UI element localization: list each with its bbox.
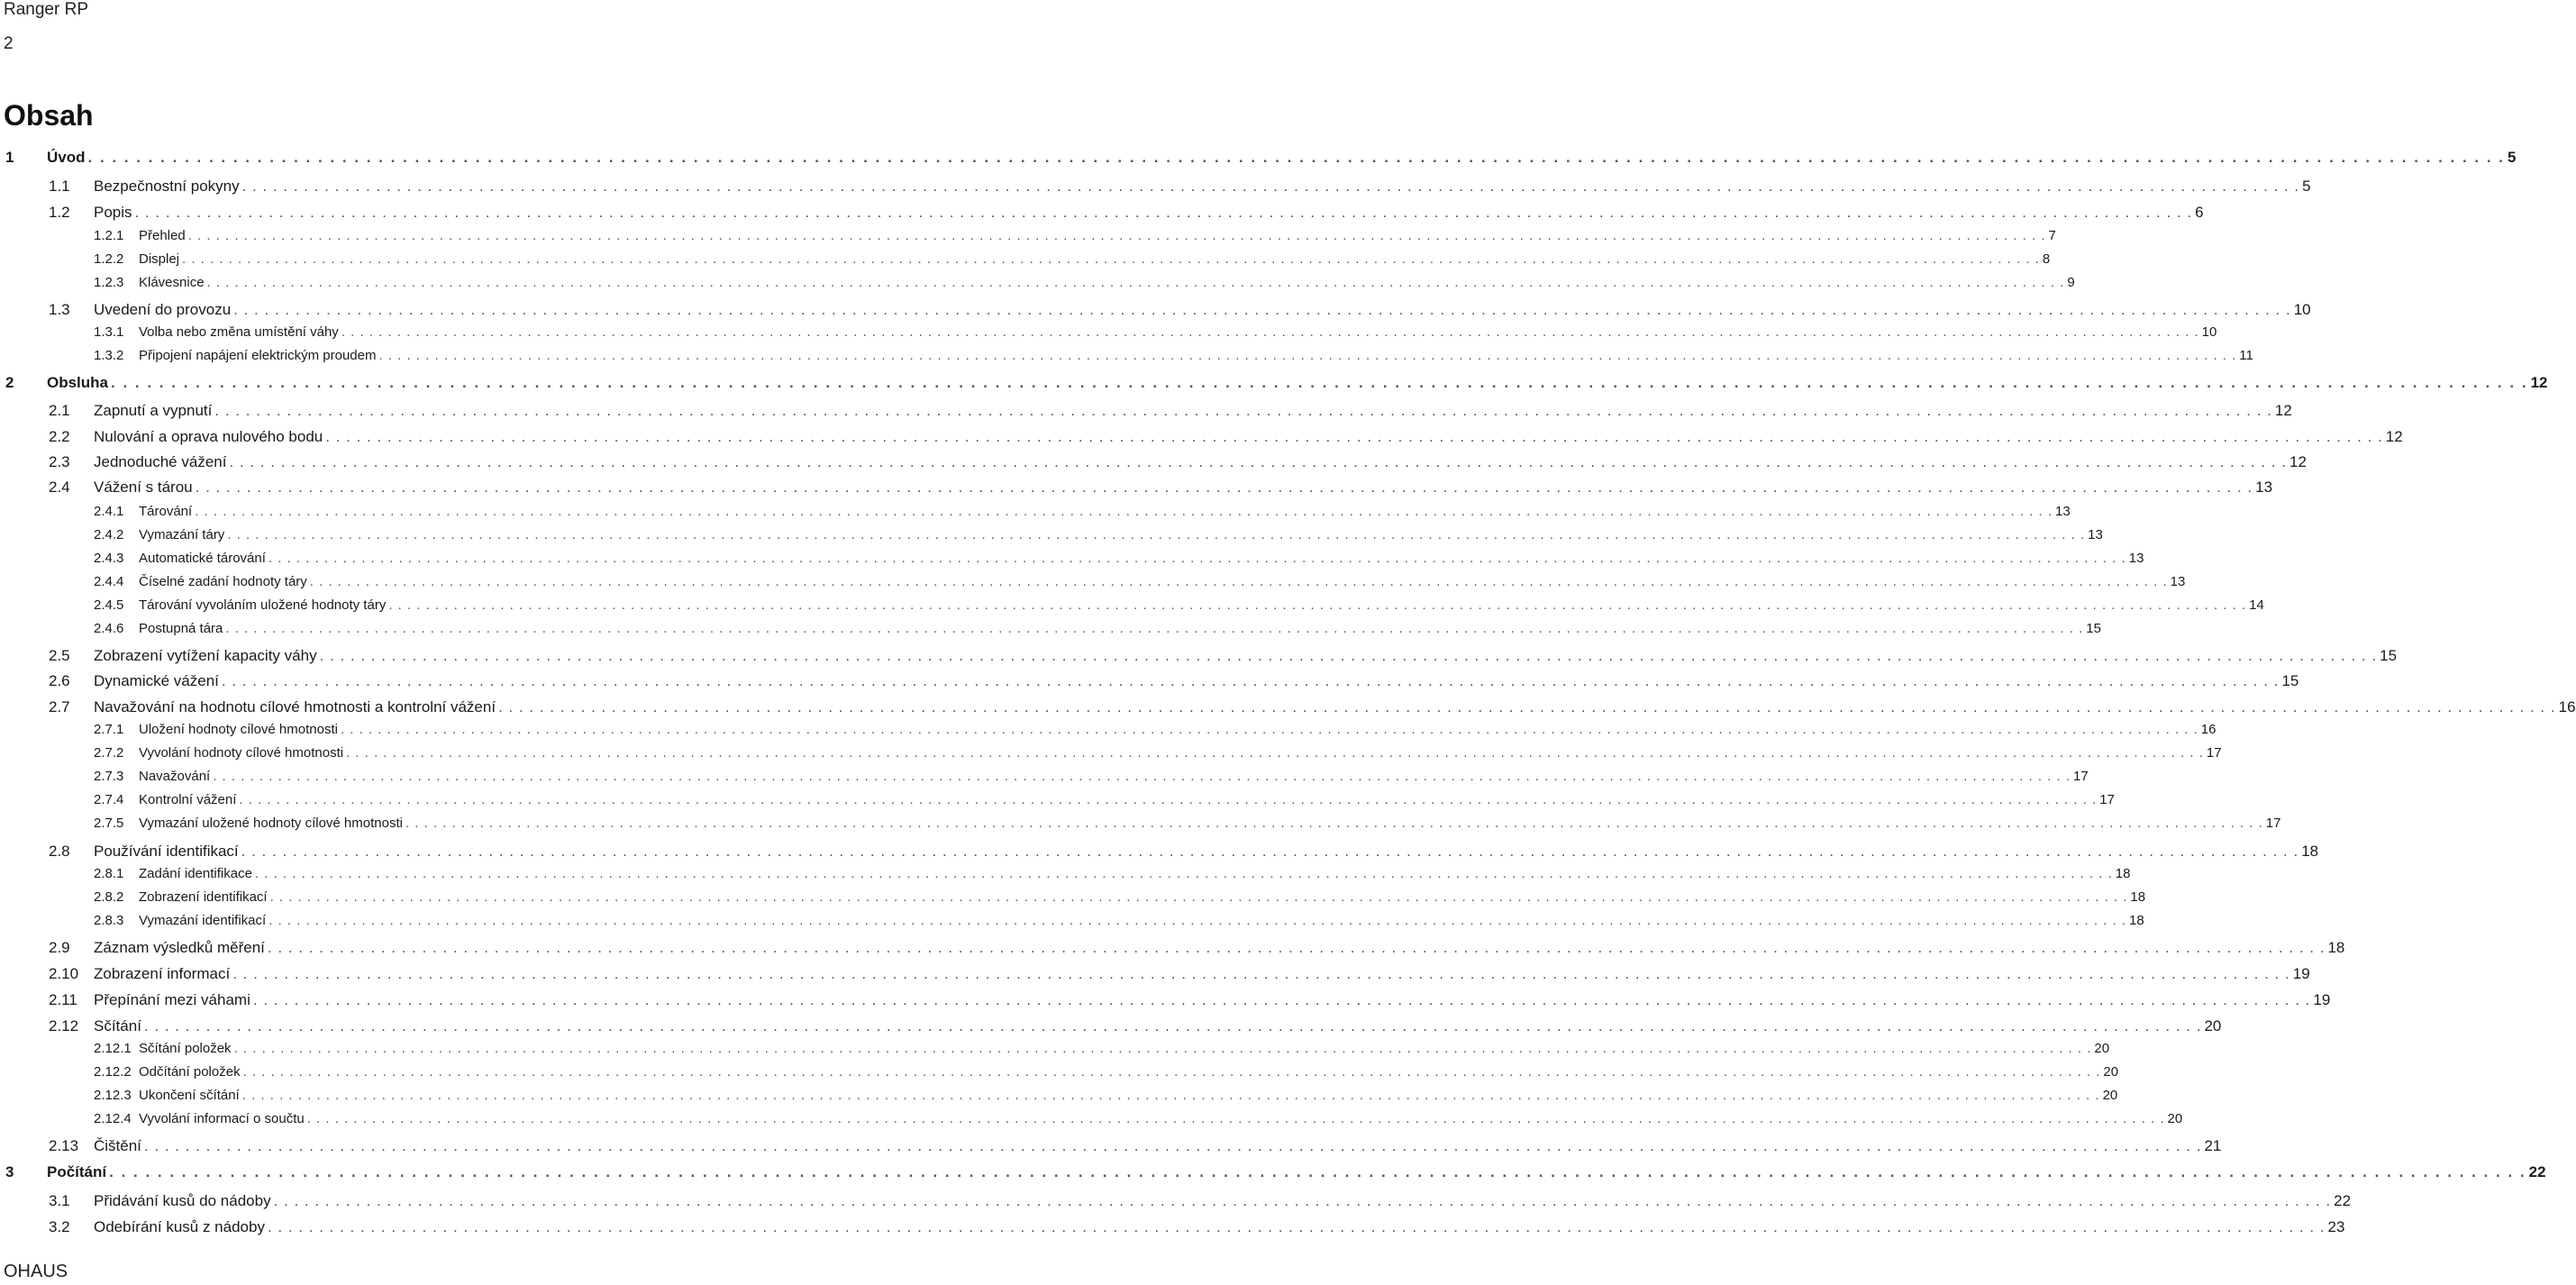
toc-entry-title: Vymazání táry: [139, 527, 225, 542]
toc-entry-line: [139, 1064, 2119, 1080]
toc-entry-number: 2.12.1: [94, 1041, 132, 1056]
toc-entry-title: Používání identifikací: [94, 843, 239, 860]
toc-entry-number: 2.7.3: [94, 769, 124, 784]
dot-leader: . . . . . . . . . . . . . . . . . . . . . . . . . . . . . . . . . . . . . . . . . . . . . . . . . . . . . . . . . . . . . . . . . . . . . . . . . . . . . . . . . . . . . . . . . . . . . . . . . . . . . . . . . . . . . . . . . . . . . . . . . . . . . . . . . . . . . . . . . . . . . . . . . . . . . . . . . . . . . . . . . . . . . . . . . . . . . . . . . . . . . . . . . . . . . . . . . . . . . . . .: [241, 178, 2300, 195]
toc-entry-page: 10: [2201, 324, 2217, 340]
toc-entry-page: 19: [2292, 965, 2310, 982]
toc-entry-page: 10: [2293, 301, 2311, 318]
toc-entry-line: [94, 1017, 2222, 1035]
toc-entry-page: 16: [2558, 698, 2576, 715]
toc-entry-number: 2.8.3: [94, 913, 124, 928]
toc-entry-number: 2.9: [49, 939, 70, 956]
toc-entry-line: [139, 551, 2144, 566]
toc-entry-page: 20: [2204, 1017, 2222, 1034]
toc-entry-page: 20: [2103, 1064, 2119, 1080]
toc-entry-line: [94, 428, 2403, 446]
toc-entry-title: Sčítání: [94, 1017, 141, 1034]
toc-entry-page: 16: [2200, 722, 2216, 737]
toc-entry-line: [139, 324, 2217, 340]
toc-entry-title: Dynamické vážení: [94, 672, 219, 689]
toc-entry-number: 1.1: [49, 178, 70, 195]
toc-entry-line: [139, 816, 2281, 831]
dot-leader: . . . . . . . . . . . . . . . . . . . . . . . . . . . . . . . . . . . . . . . . . . . . . . . . . . . . . . . . . . . . . . . . . . . . . . . . . . . . . . . . . . . . . . . . . . . . . . . . . . . . . . . . . . . . . . . . . . . . . . . . . . . . . . . . . . . . . . . . . . . . . . . . . . . . . . . . . . . . . . . . . . . . . . . . . . . . . . . . . . . . . . . . . . . . . . . . . . . . . . . .: [241, 843, 2299, 860]
dot-leader: . . . . . . . . . . . . . . . . . . . . . . . . . . . . . . . . . . . . . . . . . . . . . . . . . . . . . . . . . . . . . . . . . . . . . . . . . . . . . . . . . . . . . . . . . . . . . . . . . . . . . . . . . . . . . . . . . . . . . . . . . . . . . . . . . . . . . . . . . . . . . . . . . . . . . . . . . . . . . . . . . . . . . . . . . . . . . . . . . . . . . . . . . . . . . . . . . . . . . . . .: [239, 792, 2098, 807]
dot-leader: . . . . . . . . . . . . . . . . . . . . . . . . . . . . . . . . . . . . . . . . . . . . . . . . . . . . . . . . . . . . . . . . . . . . . . . . . . . . . . . . . . . . . . . . . . . . . . . . . . . . . . . . . . . . . . . . . . . . . . . . . . . . . . . . . . . . . . . . . . . . . . . . . . . . . . . . . . . . . . . . . . . . . . . . . . . . . . . . . . . . . . . . . . . . . . . . . . . . . . . .: [232, 965, 2290, 982]
dot-leader: . . . . . . . . . . . . . . . . . . . . . . . . . . . . . . . . . . . . . . . . . . . . . . . . . . . . . . . . . . . . . . . . . . . . . . . . . . . . . . . . . . . . . . . . . . . . . . . . . . . . . . . . . . . . . . . . . . . . . . . . . . . . . . . . . . . . . . . . . . . . . . . . . . . . . . . . . . . . . . . . . . . . . . . . . . . . . . . . . . . . . . . . . . . . . . . . . . . . . . . .: [267, 1218, 2326, 1235]
toc-entry-line: [139, 527, 2103, 542]
dot-leader: . . . . . . . . . . . . . . . . . . . . . . . . . . . . . . . . . . . . . . . . . . . . . . . . . . . . . . . . . . . . . . . . . . . . . . . . . . . . . . . . . . . . . . . . . . . . . . . . . . . . . . . . . . . . . . . . . . . . . . . . . . . . . . . . . . . . . . . . . . . . . . . . . . . . . . . . . . . . . . . . . . . . . . . . . . . . . . . . . . . . . . . . . . . . . . . . . . . . . . . .: [187, 228, 2046, 243]
toc-entry-title: Automatické tárování: [139, 551, 266, 566]
toc-entry-page: 18: [2129, 913, 2144, 928]
dot-leader: . . . . . . . . . . . . . . . . . . . . . . . . . . . . . . . . . . . . . . . . . . . . . . . . . . . . . . . . . . . . . . . . . . . . . . . . . . . . . . . . . . . . . . . . . . . . . . . . . . . . . . . . . . . . . . . . . . . . . . . . . . . . . . . . . . . . . . . . . . . . . . . . . . . . . . . . . . . . . . . . . . . . . . . . . . . . . . . . . . . . . . . . . . . . . . . . . . . . . . . .: [225, 621, 2084, 636]
dot-leader: . . . . . . . . . . . . . . . . . . . . . . . . . . . . . . . . . . . . . . . . . . . . . . . . . . . . . . . . . . . . . . . . . . . . . . . . . . . . . . . . . . . . . . . . . . . . . . . . . . . . . . . . . . . . . . . . . . . . . . . . . . . . . . . . . . . . . . . . . . . . . . . . . . . . . . . . . . . . . . . . . . . . . . . . . . . . . . . . . . . . . . . . . . . . . . . . . . . . . . . .: [378, 348, 2237, 363]
toc-entry-number: 2.6: [49, 672, 70, 689]
toc-entry-line: [94, 1192, 2352, 1210]
dot-leader: . . . . . . . . . . . . . . . . . . . . . . . . . . . . . . . . . . . . . . . . . . . . . . . . . . . . . . . . . . . . . . . . . . . . . . . . . . . . . . . . . . . . . . . . . . . . . . . . . . . . . . . . . . . . . . . . . . . . . . . . . . . . . . . . . . . . . . . . . . . . . . . . . . . . . . . . . . . . . . . . . . . . . . . . . . . . . . . . . . . . . . . . . . . . . . . . . . . . . . . .: [254, 866, 2113, 881]
toc-entry-number: 1.2.2: [94, 251, 124, 267]
toc-entry-line: [139, 1041, 2110, 1056]
dot-leader: . . . . . . . . . . . . . . . . . . . . . . . . . . . . . . . . . . . . . . . . . . . . . . . . . . . . . . . . . . . . . . . . . . . . . . . . . . . . . . . . . . . . . . . . . . . . . . . . . . . . . . . . . . . . . . . . . . . . . . . . . . . . . . . . . . . . . . . . . . . . . . . . . . . . . . . . . . . . . . . . . . . . . . . . . . . . . . . . . . . . . . . . . . . . . . . . . . . . . . . .: [195, 504, 2053, 519]
toc-entry-number: 2.7.1: [94, 722, 124, 737]
toc-entry-line: [139, 228, 2056, 243]
toc-entry-line: [47, 374, 2548, 392]
toc-entry-line: [94, 204, 2204, 222]
toc-entry-title: Vyvolání hodnoty cílové hmotnosti: [139, 745, 344, 761]
toc-entry-number: 2.3: [49, 453, 70, 470]
toc-entry-line: [139, 251, 2051, 267]
toc-entry-page: 5: [2302, 178, 2311, 195]
toc-entry-page: 12: [2530, 374, 2548, 391]
dot-leader: . . . . . . . . . . . . . . . . . . . . . . . . . . . . . . . . . . . . . . . . . . . . . . . . . . . . . . . . . . . . . . . . . . . . . . . . . . . . . . . . . . . . . . . . . . . . . . . . . . . . . . . . . . . . . . . . . . . . . . . . . . . . . . . . . . . . . . . . . . . . . . . . . . . . . . . . . . . . . . . . . . . . . . . . . . . . . . . . . . . . . . . . . . . . . . . . . . . . . . . .: [241, 1088, 2100, 1103]
toc-entry-title: Volba nebo změna umístění váhy: [139, 324, 339, 340]
toc-entry-line: [139, 889, 2146, 905]
toc-entry-title: Obsluha: [47, 374, 109, 391]
toc-entry-title: Navažování: [139, 769, 211, 784]
toc-entry-page: 18: [2115, 866, 2131, 881]
toc-entry-number: 2.8.2: [94, 889, 124, 905]
toc-entry-number: 2.12.2: [94, 1064, 132, 1080]
toc-entry-page: 8: [2042, 251, 2051, 267]
toc-entry-number: 2.13: [49, 1137, 79, 1154]
dot-leader: . . . . . . . . . . . . . . . . . . . . . . . . . . . . . . . . . . . . . . . . . . . . . . . . . . . . . . . . . . . . . . . . . . . . . . . . . . . . . . . . . . . . . . . . . . . . . . . . . . . . . . . . . . . . . . . . . . . . . . . . . . . . . . . . . . . . . . . . . . . . . . . . . . . . . . . . . . . . . . . . . . . . . . . . . . . . . . . . . . . . . . . . . . . . . . . . . . . . . . . .: [242, 1064, 2101, 1080]
dot-leader: . . . . . . . . . . . . . . . . . . . . . . . . . . . . . . . . . . . . . . . . . . . . . . . . . . . . . . . . . . . . . . . . . . . . . . . . . . . . . . . . . . . . . . . . . . . . . . . . . . . . . . . . . . . . . . . . . . . . . . . . . . . . . . . . . . . . . . . . . . . . . . . . . . . . . . . . . . . . . . . . . . . . . . . . . . . . . . . . . . . . . . . . . . . . . . . . . . . . . . . .: [325, 428, 2383, 445]
dot-leader: . . . . . . . . . . . . . . . . . . . . . . . . . . . . . . . . . . . . . . . . . . . . . . . . . . . . . . . . . . . . . . . . . . . . . . . . . . . . . . . . . . . . . . . . . . . . . . . . . . . . . . . . . . . . . . . . . . . . . . . . . . . . . . . . . . . . . . . . . . . . . . . . . . . . . . . . . . . . . . . . . . . . . . . . . . . . . . . . . . . . . . . . . . . . . . . . . . . . . . . .: [340, 722, 2198, 737]
toc-entry-line: [94, 991, 2331, 1009]
toc-entry-page: 17: [2073, 769, 2089, 784]
dot-leader: . . . . . . . . . . . . . . . . . . . . . . . . . . . . . . . . . . . . . . . . . . . . . . . . . . . . . . . . . . . . . . . . . . . . . . . . . . . . . . . . . . . . . . . . . . . . . . . . . . . . . . . . . . . . . . . . . . . . . . . . . . . . . . . . . . . . . . . . . . . . . . . . . . . . . . . . . . . . . . . . . . . . . . . . . . . . . . . . . . . . . . . . . . . . . . . . . . . . . . . .: [221, 672, 2280, 689]
toc-entry-page: 18: [2327, 939, 2345, 956]
toc-entry-number: 1.3.1: [94, 324, 124, 340]
header-page-number: 2: [4, 34, 14, 53]
toc-entry-title: Úvod: [47, 149, 86, 166]
toc-entry-title: Zadání identifikace: [139, 866, 252, 881]
dot-leader: . . . . . . . . . . . . . . . . . . . . . . . . . . . . . . . . . . . . . . . . . . . . . . . . . . . . . . . . . . . . . . . . . . . . . . . . . . . . . . . . . . . . . . . . . . . . . . . . . . . . . . . . . . . . . . . . . . . . . . . . . . . . . . . . . . . . . . . . . . . . . . . . . . . . . . . . . . . . . . . . . . . . . . . . . . . . . . . . . . . . . . . . . . . . . . . . . . . . . . . .: [346, 745, 2204, 761]
toc-entry-title: Vážení s tárou: [94, 478, 193, 496]
toc-entry-page: 5: [2508, 149, 2517, 166]
toc-entry-number: 2.8: [49, 843, 70, 860]
toc-entry-page: 23: [2327, 1218, 2345, 1235]
toc-entry-page: 17: [2206, 745, 2222, 761]
toc-entry-title: Displej: [139, 251, 180, 267]
toc-entry-number: 2.4.3: [94, 551, 124, 566]
toc-entry-page: 20: [2167, 1111, 2183, 1126]
toc-entry-line: [139, 913, 2144, 928]
dot-leader: . . . . . . . . . . . . . . . . . . . . . . . . . . . . . . . . . . . . . . . . . . . . . . . . . . . . . . . . . . . . . . . . . . . . . . . . . . . . . . . . . . . . . . . . . . . . . . . . . . . . . . . . . . . . . . . . . . . . . . . . . . . . . . . . . . . . . . . . . . . . . . . . . . . . . . . . . . . . . . . . . . . . . . . . . . . . . . . . . . . . . . . . . . . . . . . . . . . . . . . .: [233, 301, 2291, 318]
toc-entry-line: [94, 1218, 2345, 1236]
header-brand: Ranger RP: [4, 0, 88, 19]
toc-entry-title: Nulování a oprava nulového bodu: [94, 428, 323, 445]
toc-entry-line: [139, 722, 2216, 737]
toc-entry-number: 1.3.2: [94, 348, 124, 363]
dot-leader: . . . . . . . . . . . . . . . . . . . . . . . . . . . . . . . . . . . . . . . . . . . . . . . . . . . . . . . . . . . . . . . . . . . . . . . . . . . . . . . . . . . . . . . . . . . . . . . . . . . . . . . . . . . . . . . . . . . . . . . . . . . . . . . . . . . . . . . . . . . . . . . . . . . . . . . . . . . . . . . . . . . . . . . . . . . . . . . . . . . . . . . . . . . . . . . . . . . . . . . .: [111, 374, 2528, 391]
toc-entry-line: [139, 574, 2186, 589]
toc-entry-title: Jednoduché vážení: [94, 453, 227, 470]
toc-entry-title: Klávesnice: [139, 275, 205, 290]
toc-entry-title: Záznam výsledků měření: [94, 939, 265, 956]
toc-entry-title: Zapnutí a vypnutí: [94, 402, 213, 419]
toc-entry-page: 15: [2281, 672, 2299, 689]
toc-entry-title: Odčítání položek: [139, 1064, 241, 1080]
toc-entry-page: 7: [2048, 228, 2056, 243]
toc-entry-number: 2.10: [49, 965, 79, 982]
toc-entry-number: 1.2: [49, 204, 70, 221]
dot-leader: . . . . . . . . . . . . . . . . . . . . . . . . . . . . . . . . . . . . . . . . . . . . . . . . . . . . . . . . . . . . . . . . . . . . . . . . . . . . . . . . . . . . . . . . . . . . . . . . . . . . . . . . . . . . . . . . . . . . . . . . . . . . . . . . . . . . . . . . . . . . . . . . . . . . . . . . . . . . . . . . . . . . . . . . . . . . . . . . . . . . . . . . . . . . . . . . . . . . . . . .: [268, 551, 2126, 566]
toc-entry-line: [139, 275, 2075, 290]
toc-entry-title: Přehled: [139, 228, 186, 243]
toc-entry-page: 19: [2313, 991, 2331, 1008]
dot-leader: . . . . . . . . . . . . . . . . . . . . . . . . . . . . . . . . . . . . . . . . . . . . . . . . . . . . . . . . . . . . . . . . . . . . . . . . . . . . . . . . . . . . . . . . . . . . . . . . . . . . . . . . . . . . . . . . . . . . . . . . . . . . . . . . . . . . . . . . . . . . . . . . . . . . . . . . . . . . . . . . . . . . . . . . . . . . . . . . . . . . . . . . . . . . . . . . . . . . . . . .: [269, 913, 2127, 928]
toc-entry-title: Čištění: [94, 1137, 141, 1154]
toc-entry-number: 2.4.6: [94, 621, 124, 636]
toc-entry-line: [94, 301, 2311, 319]
toc-entry-line: [139, 597, 2264, 613]
toc-entry-line: [139, 866, 2131, 881]
page-title: Obsah: [4, 99, 94, 132]
toc-entry-line: [139, 1111, 2183, 1126]
dot-leader: . . . . . . . . . . . . . . . . . . . . . . . . . . . . . . . . . . . . . . . . . . . . . . . . . . . . . . . . . . . . . . . . . . . . . . . . . . . . . . . . . . . . . . . . . . . . . . . . . . . . . . . . . . . . . . . . . . . . . . . . . . . . . . . . . . . . . . . . . . . . . . . . . . . . . . . . . . . . . . . . . . . . . . . . . . . . . . . . . . . . . . . . . . . . . . . . . . . . . . . .: [143, 1137, 2202, 1154]
dot-leader: . . . . . . . . . . . . . . . . . . . . . . . . . . . . . . . . . . . . . . . . . . . . . . . . . . . . . . . . . . . . . . . . . . . . . . . . . . . . . . . . . . . . . . . . . . . . . . . . . . . . . . . . . . . . . . . . . . . . . . . . . . . . . . . . . . . . . . . . . . . . . . . . . . . . . . . . . . . . . . . . . . . . . . . . . . . . . . . . . . . . . . . . . . . . . . . . . . . . . . . .: [252, 991, 2311, 1008]
toc-entry-number: 2.1: [49, 402, 70, 419]
dot-leader: . . . . . . . . . . . . . . . . . . . . . . . . . . . . . . . . . . . . . . . . . . . . . . . . . . . . . . . . . . . . . . . . . . . . . . . . . . . . . . . . . . . . . . . . . . . . . . . . . . . . . . . . . . . . . . . . . . . . . . . . . . . . . . . . . . . . . . . . . . . . . . . . . . . . . . . . . . . . . . . . . . . . . . . . . . . . . . . . . . . . . . . . . . . . . . . . . . . . . . . .: [341, 324, 2199, 340]
dot-leader: . . . . . . . . . . . . . . . . . . . . . . . . . . . . . . . . . . . . . . . . . . . . . . . . . . . . . . . . . . . . . . . . . . . . . . . . . . . . . . . . . . . . . . . . . . . . . . . . . . . . . . . . . . . . . . . . . . . . . . . . . . . . . . . . . . . . . . . . . . . . . . . . . . . . . . . . . . . . . . . . . . . . . . . . . . . . . . . . . . . . . . . . . . . . . . . . . . . . . . . .: [267, 939, 2326, 956]
toc-entry-page: 13: [2170, 574, 2186, 589]
toc-entry-number: 2.7: [49, 698, 70, 715]
toc-entry-line: [139, 348, 2253, 363]
toc-entry-number: 2.4.1: [94, 504, 124, 519]
toc-entry-line: [139, 621, 2101, 636]
toc-entry-title: Navažování na hodnotu cílové hmotnosti a kontrolní vážení: [94, 698, 496, 715]
toc-entry-number: 1.3: [49, 301, 70, 318]
toc-entry-page: 18: [2301, 843, 2319, 860]
toc-entry-line: [94, 672, 2299, 690]
toc-entry-number: 2.8.1: [94, 866, 124, 881]
dot-leader: . . . . . . . . . . . . . . . . . . . . . . . . . . . . . . . . . . . . . . . . . . . . . . . . . . . . . . . . . . . . . . . . . . . . . . . . . . . . . . . . . . . . . . . . . . . . . . . . . . . . . . . . . . . . . . . . . . . . . . . . . . . . . . . . . . . . . . . . . . . . . . . . . . . . . . . . . . . . . . . . . . . . . . . . . . . . . . . . . . . . . . . . . . . . . . . . . . . . . . . .: [273, 1192, 2332, 1209]
toc-entry-line: [94, 478, 2273, 497]
toc-entry-line: [94, 402, 2292, 420]
toc-entry-line: [47, 1163, 2546, 1181]
dot-leader: . . . . . . . . . . . . . . . . . . . . . . . . . . . . . . . . . . . . . . . . . . . . . . . . . . . . . . . . . . . . . . . . . . . . . . . . . . . . . . . . . . . . . . . . . . . . . . . . . . . . . . . . . . . . . . . . . . . . . . . . . . . . . . . . . . . . . . . . . . . . . . . . . . . . . . . . . . . . . . . . . . . . . . . . . . . . . . . . . . . . . . . . . . . . . . . . . . . . . . . .: [109, 1163, 2526, 1180]
dot-leader: . . . . . . . . . . . . . . . . . . . . . . . . . . . . . . . . . . . . . . . . . . . . . . . . . . . . . . . . . . . . . . . . . . . . . . . . . . . . . . . . . . . . . . . . . . . . . . . . . . . . . . . . . . . . . . . . . . . . . . . . . . . . . . . . . . . . . . . . . . . . . . . . . . . . . . . . . . . . . . . . . . . . . . . . . . . . . . . . . . . . . . . . . . . . . . . . . . . . . . . .: [229, 453, 2287, 470]
dot-leader: . . . . . . . . . . . . . . . . . . . . . . . . . . . . . . . . . . . . . . . . . . . . . . . . . . . . . . . . . . . . . . . . . . . . . . . . . . . . . . . . . . . . . . . . . . . . . . . . . . . . . . . . . . . . . . . . . . . . . . . . . . . . . . . . . . . . . . . . . . . . . . . . . . . . . . . . . . . . . . . . . . . . . . . . . . . . . . . . . . . . . . . . . . . . . . . . . . . . . . . .: [87, 149, 2506, 166]
toc-entry-title: Kontrolní vážení: [139, 792, 237, 807]
dot-leader: . . . . . . . . . . . . . . . . . . . . . . . . . . . . . . . . . . . . . . . . . . . . . . . . . . . . . . . . . . . . . . . . . . . . . . . . . . . . . . . . . . . . . . . . . . . . . . . . . . . . . . . . . . . . . . . . . . . . . . . . . . . . . . . . . . . . . . . . . . . . . . . . . . . . . . . . . . . . . . . . . . . . . . . . . . . . . . . . . . . . . . . . . . . . . . . . . . . . . . . .: [227, 527, 2086, 542]
dot-leader: . . . . . . . . . . . . . . . . . . . . . . . . . . . . . . . . . . . . . . . . . . . . . . . . . . . . . . . . . . . . . . . . . . . . . . . . . . . . . . . . . . . . . . . . . . . . . . . . . . . . . . . . . . . . . . . . . . . . . . . . . . . . . . . . . . . . . . . . . . . . . . . . . . . . . . . . . . . . . . . . . . . . . . . . . . . . . . . . . . . . . . . . . . . . . . . . . . . . . . . .: [195, 478, 2253, 496]
toc-entry-page: 9: [2067, 275, 2075, 290]
toc-entry-title: Uložení hodnoty cílové hmotnosti: [139, 722, 338, 737]
toc-entry-page: 13: [2055, 504, 2071, 519]
toc-entry-title: Číselné zadání hodnoty táry: [139, 574, 307, 589]
toc-entry-title: Vymazání identifikací: [139, 913, 267, 928]
toc-entry-number: 2.5: [49, 647, 70, 664]
toc-entry-page: 13: [2128, 551, 2144, 566]
toc-entry-page: 11: [2239, 348, 2253, 363]
toc-entry-page: 12: [2385, 428, 2403, 445]
toc-entry-number: 1: [5, 149, 14, 166]
toc-entry-page: 13: [2088, 527, 2103, 542]
toc-entry-number: 2.12.3: [94, 1088, 132, 1103]
dot-leader: . . . . . . . . . . . . . . . . . . . . . . . . . . . . . . . . . . . . . . . . . . . . . . . . . . . . . . . . . . . . . . . . . . . . . . . . . . . . . . . . . . . . . . . . . . . . . . . . . . . . . . . . . . . . . . . . . . . . . . . . . . . . . . . . . . . . . . . . . . . . . . . . . . . . . . . . . . . . . . . . . . . . . . . . . . . . . . . . . . . . . . . . . . . . . . . . . . . . . . . .: [182, 251, 2040, 267]
toc-entry-number: 1.2.1: [94, 228, 124, 243]
toc-entry-number: 2.11: [49, 991, 77, 1008]
toc-entry-title: Bezpečnostní pokyny: [94, 178, 240, 195]
toc-entry-title: Připojení napájení elektrickým proudem: [139, 348, 377, 363]
toc-entry-line: [139, 792, 2115, 807]
footer-brand: OHAUS: [4, 1262, 68, 1281]
toc-entry-title: Zobrazení vytížení kapacity váhy: [94, 647, 317, 664]
dot-leader: . . . . . . . . . . . . . . . . . . . . . . . . . . . . . . . . . . . . . . . . . . . . . . . . . . . . . . . . . . . . . . . . . . . . . . . . . . . . . . . . . . . . . . . . . . . . . . . . . . . . . . . . . . . . . . . . . . . . . . . . . . . . . . . . . . . . . . . . . . . . . . . . . . . . . . . . . . . . . . . . . . . . . . . . . . . . . . . . . . . . . . . . . . . . . . . . . . . . . . . .: [233, 1041, 2092, 1056]
dot-leader: . . . . . . . . . . . . . . . . . . . . . . . . . . . . . . . . . . . . . . . . . . . . . . . . . . . . . . . . . . . . . . . . . . . . . . . . . . . . . . . . . . . . . . . . . . . . . . . . . . . . . . . . . . . . . . . . . . . . . . . . . . . . . . . . . . . . . . . . . . . . . . . . . . . . . . . . . . . . . . . . . . . . . . . . . . . . . . . . . . . . . . . . . . . . . . . . . . . . . . . .: [213, 769, 2071, 784]
toc-entry-page: 13: [2255, 478, 2273, 496]
toc-entry-page: 6: [2195, 204, 2204, 221]
toc-entry-title: Vymazání uložené hodnoty cílové hmotnosti: [139, 816, 403, 831]
toc-entry-title: Počítání: [47, 1163, 107, 1180]
toc-entry-number: 3.2: [49, 1218, 70, 1235]
dot-leader: . . . . . . . . . . . . . . . . . . . . . . . . . . . . . . . . . . . . . . . . . . . . . . . . . . . . . . . . . . . . . . . . . . . . . . . . . . . . . . . . . . . . . . . . . . . . . . . . . . . . . . . . . . . . . . . . . . . . . . . . . . . . . . . . . . . . . . . . . . . . . . . . . . . . . . . . . . . . . . . . . . . . . . . . . . . . . . . . . . . . . . . . . . . . . . . . . . . . . . . .: [388, 597, 2247, 613]
toc-entry-title: Přidávání kusů do nádoby: [94, 1192, 271, 1209]
toc-entry-page: 17: [2099, 792, 2115, 807]
toc-entry-title: Postupná tára: [139, 621, 223, 636]
dot-leader: . . . . . . . . . . . . . . . . . . . . . . . . . . . . . . . . . . . . . . . . . . . . . . . . . . . . . . . . . . . . . . . . . . . . . . . . . . . . . . . . . . . . . . . . . . . . . . . . . . . . . . . . . . . . . . . . . . . . . . . . . . . . . . . . . . . . . . . . . . . . . . . . . . . . . . . . . . . . . . . . . . . . . . . . . . . . . . . . . . . . . . . . . . . . . . . . . . . . . . . .: [498, 698, 2556, 715]
toc-entry-number: 2.4.2: [94, 527, 124, 542]
dot-leader: . . . . . . . . . . . . . . . . . . . . . . . . . . . . . . . . . . . . . . . . . . . . . . . . . . . . . . . . . . . . . . . . . . . . . . . . . . . . . . . . . . . . . . . . . . . . . . . . . . . . . . . . . . . . . . . . . . . . . . . . . . . . . . . . . . . . . . . . . . . . . . . . . . . . . . . . . . . . . . . . . . . . . . . . . . . . . . . . . . . . . . . . . . . . . . . . . . . . . . . .: [206, 275, 2065, 290]
toc-entry-number: 2.12: [49, 1017, 79, 1034]
toc-entry-line: [94, 965, 2310, 983]
toc-entry-line: [139, 745, 2222, 761]
toc-entry-title: Zobrazení informací: [94, 965, 231, 982]
toc-entry-line: [94, 939, 2345, 957]
toc-entry-number: 2.4: [49, 478, 70, 496]
toc-entry-title: Přepínání mezi váhami: [94, 991, 250, 1008]
toc-entry-number: 2.2: [49, 428, 70, 445]
dot-leader: . . . . . . . . . . . . . . . . . . . . . . . . . . . . . . . . . . . . . . . . . . . . . . . . . . . . . . . . . . . . . . . . . . . . . . . . . . . . . . . . . . . . . . . . . . . . . . . . . . . . . . . . . . . . . . . . . . . . . . . . . . . . . . . . . . . . . . . . . . . . . . . . . . . . . . . . . . . . . . . . . . . . . . . . . . . . . . . . . . . . . . . . . . . . . . . . . . . . . . . .: [269, 889, 2128, 905]
dot-leader: . . . . . . . . . . . . . . . . . . . . . . . . . . . . . . . . . . . . . . . . . . . . . . . . . . . . . . . . . . . . . . . . . . . . . . . . . . . . . . . . . . . . . . . . . . . . . . . . . . . . . . . . . . . . . . . . . . . . . . . . . . . . . . . . . . . . . . . . . . . . . . . . . . . . . . . . . . . . . . . . . . . . . . . . . . . . . . . . . . . . . . . . . . . . . . . . . . . . . . . .: [306, 1111, 2165, 1126]
toc-entry-line: [94, 178, 2311, 196]
toc-entry-page: 17: [2265, 816, 2281, 831]
toc-entry-line: [94, 647, 2398, 665]
toc-entry-number: 2.7.2: [94, 745, 124, 761]
dot-leader: . . . . . . . . . . . . . . . . . . . . . . . . . . . . . . . . . . . . . . . . . . . . . . . . . . . . . . . . . . . . . . . . . . . . . . . . . . . . . . . . . . . . . . . . . . . . . . . . . . . . . . . . . . . . . . . . . . . . . . . . . . . . . . . . . . . . . . . . . . . . . . . . . . . . . . . . . . . . . . . . . . . . . . . . . . . . . . . . . . . . . . . . . . . . . . . . . . . . . . . .: [309, 574, 2168, 589]
toc-entry-line: [139, 769, 2089, 784]
toc-entry-page: 20: [2102, 1088, 2118, 1103]
toc-entry-title: Ukončení sčítání: [139, 1088, 240, 1103]
toc-entry-title: Zobrazení identifikací: [139, 889, 268, 905]
toc-entry-line: [139, 1088, 2118, 1103]
toc-entry-number: 3.1: [49, 1192, 70, 1209]
toc-entry-page: 12: [2274, 402, 2292, 419]
toc-entry-title: Tárování: [139, 504, 193, 519]
toc-entry-line: [47, 149, 2517, 167]
toc-entry-page: 21: [2204, 1137, 2222, 1154]
toc-entry-title: Vyvolání informací o součtu: [139, 1111, 305, 1126]
toc-entry-line: [139, 504, 2071, 519]
toc-entry-title: Sčítání položek: [139, 1041, 232, 1056]
dot-leader: . . . . . . . . . . . . . . . . . . . . . . . . . . . . . . . . . . . . . . . . . . . . . . . . . . . . . . . . . . . . . . . . . . . . . . . . . . . . . . . . . . . . . . . . . . . . . . . . . . . . . . . . . . . . . . . . . . . . . . . . . . . . . . . . . . . . . . . . . . . . . . . . . . . . . . . . . . . . . . . . . . . . . . . . . . . . . . . . . . . . . . . . . . . . . . . . . . . . . . . .: [134, 204, 2193, 221]
toc-entry-line: [94, 1137, 2222, 1155]
toc-entry-line: [94, 698, 2576, 716]
toc-entry-number: 2.4.4: [94, 574, 124, 589]
dot-leader: . . . . . . . . . . . . . . . . . . . . . . . . . . . . . . . . . . . . . . . . . . . . . . . . . . . . . . . . . . . . . . . . . . . . . . . . . . . . . . . . . . . . . . . . . . . . . . . . . . . . . . . . . . . . . . . . . . . . . . . . . . . . . . . . . . . . . . . . . . . . . . . . . . . . . . . . . . . . . . . . . . . . . . . . . . . . . . . . . . . . . . . . . . . . . . . . . . . . . . . .: [319, 647, 2378, 664]
toc-entry-page: 12: [2289, 453, 2307, 470]
toc-entry-page: 22: [2528, 1163, 2546, 1180]
toc-entry-number: 1.2.3: [94, 275, 124, 290]
toc-entry-number: 2.7.4: [94, 792, 124, 807]
toc-entry-page: 20: [2094, 1041, 2110, 1056]
toc-entry-page: 15: [2086, 621, 2101, 636]
dot-leader: . . . . . . . . . . . . . . . . . . . . . . . . . . . . . . . . . . . . . . . . . . . . . . . . . . . . . . . . . . . . . . . . . . . . . . . . . . . . . . . . . . . . . . . . . . . . . . . . . . . . . . . . . . . . . . . . . . . . . . . . . . . . . . . . . . . . . . . . . . . . . . . . . . . . . . . . . . . . . . . . . . . . . . . . . . . . . . . . . . . . . . . . . . . . . . . . . . . . . . . .: [143, 1017, 2202, 1034]
toc-entry-line: [94, 843, 2319, 861]
toc-entry-page: 18: [2130, 889, 2146, 905]
toc-entry-title: Uvedení do provozu: [94, 301, 232, 318]
toc-entry-title: Tárování vyvoláním uložené hodnoty táry: [139, 597, 387, 613]
toc-entry-page: 14: [2249, 597, 2264, 613]
dot-leader: . . . . . . . . . . . . . . . . . . . . . . . . . . . . . . . . . . . . . . . . . . . . . . . . . . . . . . . . . . . . . . . . . . . . . . . . . . . . . . . . . . . . . . . . . . . . . . . . . . . . . . . . . . . . . . . . . . . . . . . . . . . . . . . . . . . . . . . . . . . . . . . . . . . . . . . . . . . . . . . . . . . . . . . . . . . . . . . . . . . . . . . . . . . . . . . . . . . . . . . .: [214, 402, 2272, 419]
dot-leader: . . . . . . . . . . . . . . . . . . . . . . . . . . . . . . . . . . . . . . . . . . . . . . . . . . . . . . . . . . . . . . . . . . . . . . . . . . . . . . . . . . . . . . . . . . . . . . . . . . . . . . . . . . . . . . . . . . . . . . . . . . . . . . . . . . . . . . . . . . . . . . . . . . . . . . . . . . . . . . . . . . . . . . . . . . . . . . . . . . . . . . . . . . . . . . . . . . . . . . . .: [405, 816, 2263, 831]
toc-entry-line: [94, 453, 2307, 471]
toc-entry-number: 2: [5, 374, 14, 391]
toc-entry-page: 15: [2380, 647, 2398, 664]
toc-entry-title: Odebírání kusů z nádoby: [94, 1218, 265, 1235]
toc-entry-page: 22: [2334, 1192, 2352, 1209]
toc-entry-number: 2.7.5: [94, 816, 124, 831]
toc-entry-title: Popis: [94, 204, 132, 221]
toc-entry-number: 3: [5, 1163, 14, 1180]
toc-entry-number: 2.12.4: [94, 1111, 132, 1126]
toc-entry-number: 2.4.5: [94, 597, 124, 613]
